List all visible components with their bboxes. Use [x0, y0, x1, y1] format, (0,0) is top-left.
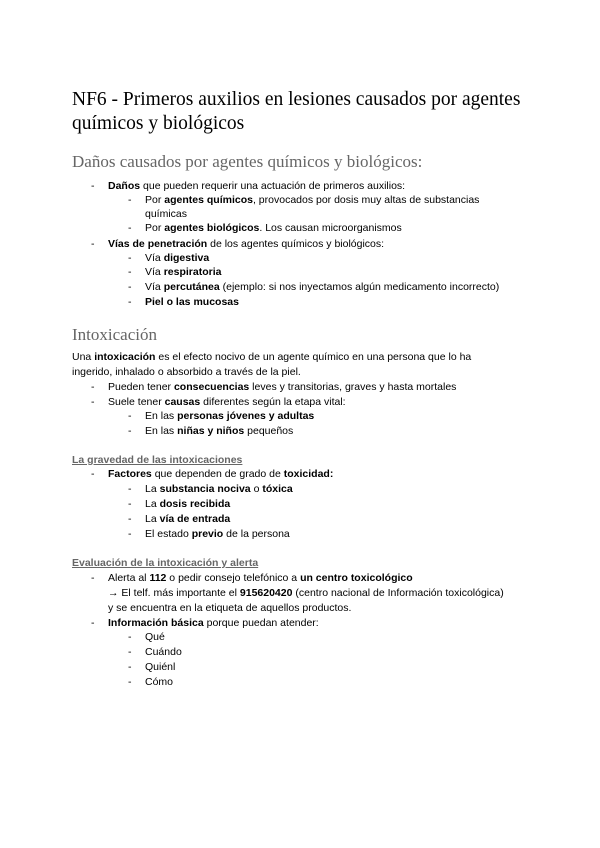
bullet-dash: -	[128, 661, 132, 673]
list-item-via-respiratoria: Vía respiratoria	[145, 266, 222, 278]
list-item-dosis: La dosis recibida	[145, 498, 231, 510]
bullet-dash: -	[91, 180, 95, 192]
section-heading-danos: Daños causados por agentes químicos y biológicos:	[72, 152, 423, 171]
paragraph-intoxicacion: Una intoxicación es el efecto nocivo de un agente químico en una persona que lo ha	[72, 351, 472, 363]
list-item-danos: Daños que pueden requerir una actuación de primeros auxilios:	[108, 180, 406, 192]
bullet-dash: -	[128, 498, 132, 510]
list-item-substancia: La substancia nociva o tóxica	[145, 483, 293, 495]
list-item-alerta: Alerta al 112 o pedir consejo telefónico a un centro toxicológico	[108, 572, 413, 584]
list-item-cuando: Cuándo	[145, 646, 182, 658]
list-item-jovenes-adultas: En las personas jóvenes y adultas	[145, 410, 315, 422]
bullet-dash: -	[128, 410, 132, 422]
list-item-consecuencias: Pueden tener consecuencias leves y transitorias, graves y hasta mortales	[108, 381, 457, 393]
bullet-dash: -	[91, 572, 95, 584]
bullet-dash: -	[91, 468, 95, 480]
list-item-causas: Suele tener causas diferentes según la etapa vital:	[108, 396, 346, 408]
list-item-factores: Factores que dependen de grado de toxicidad:	[108, 468, 334, 480]
paragraph-intoxicacion-cont: ingerido, inhalado o absorbido a través de la piel.	[72, 366, 301, 378]
list-item-piel-mucosas: Piel o las mucosas	[145, 296, 239, 308]
bullet-dash: -	[128, 194, 132, 206]
page-title: NF6 - Primeros auxilios en lesiones causados por agentes químicos y biológicos	[72, 89, 521, 134]
bullet-dash: -	[128, 631, 132, 643]
list-item-quimicos: Por agentes químicos, provocados por dosis muy altas de substancias	[145, 194, 480, 206]
list-item-biologicos: Por agentes biológicos. Los causan microorganismos	[145, 222, 402, 234]
list-item-via-percutanea: Vía percutánea (ejemplo: si nos inyectamos algún medicamento incorrecto)	[145, 281, 500, 293]
bullet-dash: -	[91, 381, 95, 393]
bullet-dash: -	[91, 396, 95, 408]
list-item-vias: Vías de penetración de los agentes químicos y biológicos:	[108, 238, 385, 250]
list-item-como: Cómo	[145, 676, 174, 688]
subheading-evaluacion: Evaluación de la intoxicación y alerta	[72, 557, 259, 569]
bullet-dash: -	[91, 617, 95, 629]
bullet-dash: -	[91, 238, 95, 250]
bullet-dash: -	[128, 252, 132, 264]
list-item-ninas-ninos: En las niñas y niños pequeños	[145, 425, 294, 437]
bullet-dash: -	[128, 222, 132, 234]
bullet-dash: -	[128, 676, 132, 688]
list-item-que: Qué	[145, 631, 165, 643]
list-item-informacion: Información básica porque puedan atender:	[108, 617, 319, 629]
bullet-dash: -	[128, 296, 132, 308]
subheading-gravedad: La gravedad de las intoxicaciones	[72, 454, 243, 466]
bullet-dash: -	[128, 483, 132, 495]
list-item-quien: Quiénl	[145, 661, 176, 673]
list-item-via-digestiva: Vía digestiva	[145, 252, 210, 264]
bullet-dash: -	[128, 425, 132, 437]
section-heading-intoxicacion: Intoxicación	[72, 325, 157, 344]
bullet-dash: -	[128, 513, 132, 525]
bullet-dash: -	[128, 266, 132, 278]
bullet-dash: -	[128, 646, 132, 658]
list-item-quimicos-cont: químicas	[145, 208, 188, 220]
bullet-dash: -	[128, 528, 132, 540]
list-item-telefono: → El telf. más importante el 915620420 (centro nacional de Información toxicológica)	[108, 587, 504, 599]
bullet-dash: -	[128, 281, 132, 293]
list-item-etiqueta: y se encuentra en la etiqueta de aquellos productos.	[108, 602, 352, 614]
list-item-via-entrada: La vía de entrada	[145, 513, 231, 525]
list-item-estado-previo: El estado previo de la persona	[145, 528, 290, 540]
